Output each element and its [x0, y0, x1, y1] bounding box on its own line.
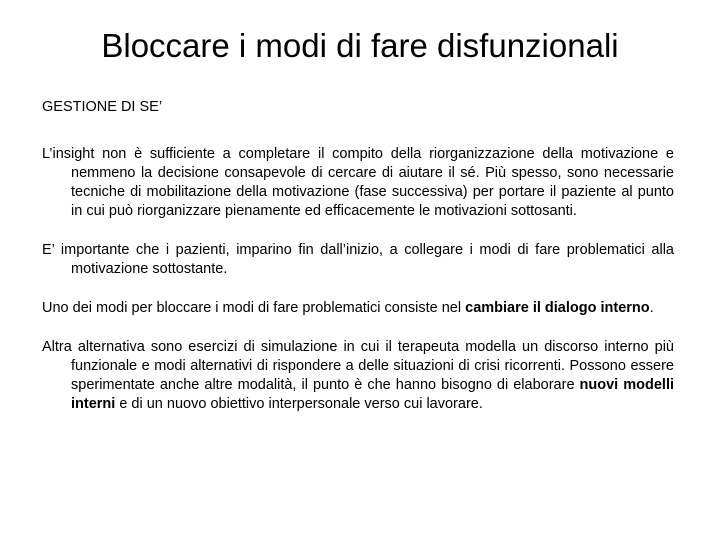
- section-heading: GESTIONE DI SE’: [42, 99, 163, 115]
- paragraph-text: e di un nuovo obiettivo interpersonale verso cui lavorare.: [115, 396, 483, 412]
- paragraph-collegare: E’ importante che i pazienti, imparino fin dall’inizio, a collegare i modi di fare problematici alla motivazione sottostante.: [42, 242, 674, 277]
- paragraph-insight: L’insight non è sufficiente a completare il compito della riorganizzazione della motivazione e nemmeno la decisione consapevole di cercare di aiutare il sé. Più spesso, sono necessarie tecniche di mobilitazione della motivazione (fase successiva) per portare il paziente al punto in cui può riorganizzare pienamente ed efficacemente le motivazioni sottosanti.: [42, 146, 674, 219]
- emphasis-text: nuovi modelli interni: [71, 377, 674, 412]
- paragraph-text: .: [649, 300, 654, 316]
- slide-title: Bloccare i modi di fare disfunzionali: [101, 27, 619, 64]
- paragraph-dialogo-interno: [42, 299, 674, 318]
- paragraph-simulazione: [42, 338, 674, 414]
- paragraph-text: Uno dei modi per bloccare i modi di fare problematici consiste nel: [42, 300, 466, 316]
- slide-body: [42, 98, 674, 434]
- paragraph-text: Altra alternativa sono esercizi di simulazione in cui il terapeuta modella un discorso interno più funzionale e modi alternativi di rispondere a delle situazioni di crisi ricorrenti. Possono essere sperimentate anche altre modalità, il punto è che hanno bisogno di elaborare: [42, 339, 674, 393]
- emphasis-text: cambiare il dialogo interno: [465, 300, 650, 316]
